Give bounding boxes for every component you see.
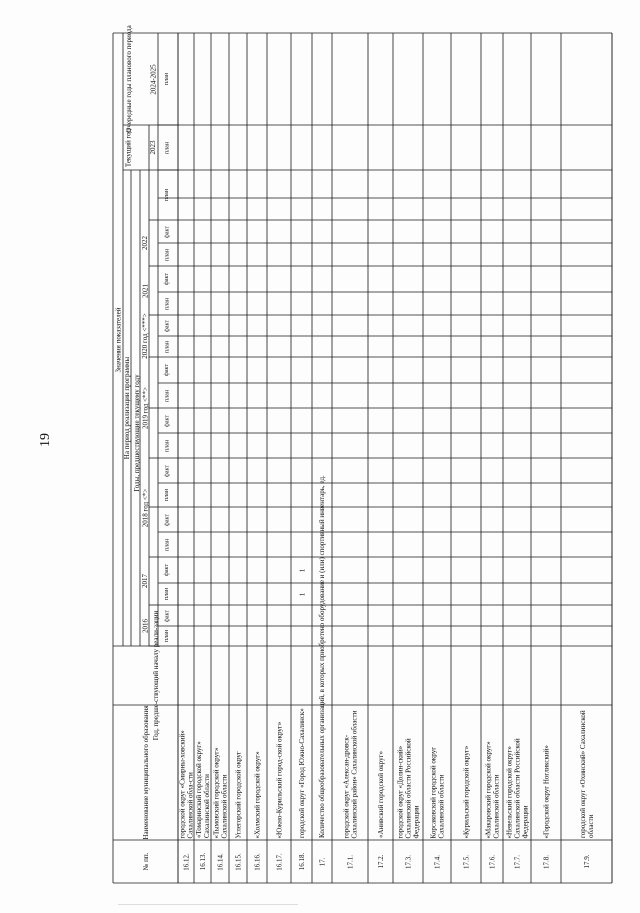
header-year-4-text: 2020 год <***>: [141, 313, 149, 359]
row-no-3: [229, 840, 247, 883]
header-plan-2: [158, 583, 176, 605]
row-no-5-text: 16.17.: [275, 852, 283, 871]
row-name-10-text: городской округ «Долин-ский» Сахалинской области Российской Федерации: [396, 737, 420, 838]
row-name-4-text: «Холмский городской округ»: [253, 750, 261, 838]
row-no-1: [194, 840, 211, 883]
header-years-before-title-text: Годы, предшествующие текущему году: [133, 374, 141, 492]
header-fact-1: [158, 605, 176, 626]
header-fact-15: [158, 266, 176, 292]
header-fact-7: [158, 458, 176, 483]
row-2017-plan-6-text: 1: [297, 592, 306, 596]
row-name-2: [211, 707, 229, 838]
header-year-5: [140, 266, 150, 315]
row-name-8: [332, 707, 368, 838]
header-col-name-text: Наименование муниципального образования: [141, 705, 150, 840]
row-no-16-text: 17.9.: [582, 854, 591, 869]
header-fact-1-text: факт: [164, 609, 170, 622]
header-fact-9: [158, 408, 176, 433]
row-name-15-text: «Городской округ Ногликский»: [542, 744, 550, 838]
row-no-9-text: 17.2.: [376, 854, 385, 869]
row-no-16: [561, 840, 612, 883]
row-no-13-text: 17.6.: [488, 854, 496, 869]
row-no-4-text: 16.16.: [253, 852, 261, 871]
header-year-5-text: 2021: [141, 283, 149, 298]
header-year-6-text: 2022: [141, 236, 149, 250]
header-plan-8: [158, 433, 176, 458]
header-year-2: [140, 458, 150, 557]
row-no-11-text: 17.4.: [433, 854, 441, 869]
row-no-8-text: 17.1.: [346, 854, 354, 869]
row-name-2-text: «Тымовский городской округ» Сахалинской области: [212, 747, 228, 838]
row-name-1: [194, 707, 211, 838]
header-fact-9-text: факт: [164, 414, 170, 427]
row-name-9-text: «Анивский городской округ»: [376, 751, 385, 838]
row-name-5-text: «Южно-Курильский город-ской округ»: [275, 721, 283, 838]
header-plan-16: [158, 243, 176, 266]
row-no-9: [368, 840, 393, 883]
row-no-4: [247, 840, 267, 883]
row-no-12-text: 17.5.: [462, 854, 470, 869]
page-number: 19: [38, 433, 53, 447]
row-name-10: [393, 707, 423, 838]
header-plan-8-text: план: [164, 439, 170, 452]
row-name-0-text: городской округ «Смирны-ховский» Сахалинской обла-сти: [178, 729, 194, 838]
header-col-no: [113, 840, 178, 883]
header-plan-16-text: план: [164, 248, 170, 261]
header-plan-20-text: план: [164, 72, 170, 86]
scan-artifact: [118, 904, 298, 905]
header-plan-0: [158, 626, 176, 646]
row-2017-plan-6: [291, 583, 312, 605]
header-plan-12: [158, 336, 176, 357]
header-fact-11-text: факт: [164, 364, 170, 377]
row-name-4: [247, 707, 267, 838]
row-no-14-text: 17.7.: [513, 854, 521, 869]
header-fact-15-text: факт: [164, 273, 170, 286]
header-year-6: [140, 220, 150, 266]
row-name-9: [368, 707, 393, 838]
row-name-11-text: Корсаковский городской округ Сахалинской области: [429, 746, 445, 838]
row-no-11: [423, 840, 451, 883]
header-fact-3-text: факт: [164, 564, 170, 577]
row-no-2: [211, 840, 229, 883]
row-no-12: [451, 840, 481, 883]
header-plan-14: [158, 292, 176, 315]
header-plan-19-text: план: [164, 141, 170, 154]
row-name-3: [229, 707, 247, 838]
row-name-6: [291, 707, 312, 838]
row-2017-fact-6-text: 1: [297, 568, 306, 572]
row-no-1-text: 16.13.: [198, 852, 207, 871]
row-no-7-text: 17.: [318, 857, 326, 866]
header-year-4: [140, 315, 150, 357]
header-col-no-text: № пп.: [141, 852, 150, 871]
header-plan-2-text: план: [164, 587, 170, 601]
row-no-10-text: 17.3.: [404, 854, 412, 869]
header-year-3-text: 2019 год <**>: [141, 386, 149, 429]
row-no-13: [481, 840, 503, 883]
row-name-13: [481, 707, 503, 838]
header-plan-18: [158, 170, 176, 220]
row-name-6-text: городской округ «Город Южно-Сахалинск»: [297, 708, 306, 838]
header-next-years: [147, 33, 158, 125]
row-no-6: [291, 840, 312, 883]
row-no-5: [267, 840, 291, 883]
header-plan-20: [158, 33, 176, 125]
row-name-7: [312, 330, 332, 838]
header-plan-12-text: план: [164, 340, 170, 353]
row-no-10: [393, 840, 423, 883]
header-values-title-text: Значения показателей: [114, 306, 122, 373]
row-name-12-text: «Курильский городской округ»: [462, 745, 470, 838]
row-no-15-text: 17.8.: [542, 854, 550, 869]
row-no-6-text: 16.18.: [297, 852, 306, 871]
row-name-15: [531, 707, 561, 838]
row-no-14: [503, 840, 531, 883]
row-name-8-text: городской округ «Алексан-дровск-Сахалинский район» Сахалинской области: [342, 710, 358, 838]
header-fact-13-text: факт: [164, 319, 170, 332]
header-current-year-text: 2023: [148, 140, 157, 155]
row-no-3-text: 16.15.: [234, 852, 242, 871]
header-current-year-title-text: Текущий год: [124, 128, 132, 167]
header-plan-14-text: план: [164, 297, 170, 310]
header-plan-18-text: план: [164, 188, 170, 202]
row-name-1-text: «Томаринский городской округ» Сахалинской области: [194, 741, 211, 838]
header-col-name: [113, 705, 178, 840]
row-name-12: [451, 707, 481, 838]
header-fact-5-text: факт: [164, 513, 170, 526]
row-name-7-text: Количество общеобразовательных организаций, в которых приобретено оборудование и (или) спортивный инвентарь, ед.: [318, 475, 326, 838]
header-year-1-text: 2017: [141, 574, 149, 588]
header-current-year: [147, 125, 158, 170]
row-no-0-text: 16.12.: [182, 852, 190, 871]
header-col-year-text: Год, предше-ствующий началу реали-зации: [151, 610, 160, 741]
row-name-14-text: «Невельский городской округ» Сахалинской области Российской Федерации: [505, 737, 529, 838]
header-period-title: [123, 170, 131, 646]
row-no-0: [178, 840, 194, 883]
row-name-11: [423, 707, 451, 838]
header-next-years-text: 2024-2025: [148, 63, 157, 95]
header-period-title-text: На период реализации программы: [123, 356, 131, 460]
header-plan-6: [158, 483, 176, 507]
header-plan-4-text: план: [164, 538, 170, 551]
header-plan-10: [158, 383, 176, 408]
header-year-2-text: 2018 год <*>: [141, 488, 149, 527]
header-fact-3: [158, 557, 176, 583]
row-name-14: [503, 707, 531, 838]
row-no-8: [332, 840, 368, 883]
row-name-3-text: Углегорский городской округ: [234, 750, 242, 838]
header-fact-5: [158, 507, 176, 532]
header-next-years-title-text: Очередные годы планового периода: [125, 25, 133, 133]
header-plan-6-text: план: [164, 488, 170, 502]
header-fact-7-text: факт: [164, 464, 170, 477]
header-fact-11: [158, 357, 176, 383]
row-no-15: [531, 840, 561, 883]
header-year-3: [140, 357, 150, 458]
header-fact-17: [158, 220, 176, 243]
header-year-0-text: 2016: [141, 618, 149, 633]
row-name-5: [267, 707, 291, 838]
row-name-13-text: «Макаровский городской округ» Сахалинской области: [484, 740, 500, 838]
row-2017-fact-6: [291, 557, 312, 583]
header-plan-19: [158, 125, 176, 170]
header-plan-0-text: план: [164, 629, 170, 643]
header-year-1: [140, 557, 150, 605]
row-name-16: [561, 707, 612, 838]
row-name-16-text: городской округ «Охинский» Сахалинской области: [578, 710, 595, 838]
header-fact-13: [158, 315, 176, 336]
header-next-years-title: [123, 25, 135, 133]
header-plan-10-text: план: [164, 389, 170, 402]
header-plan-4: [158, 532, 176, 557]
row-name-0: [178, 707, 194, 838]
row-no-7: [312, 840, 332, 883]
header-year-0: [140, 605, 150, 646]
header-fact-17-text: факт: [164, 225, 170, 238]
row-no-2-text: 16.14.: [216, 852, 224, 871]
header-values-title: [113, 33, 123, 646]
